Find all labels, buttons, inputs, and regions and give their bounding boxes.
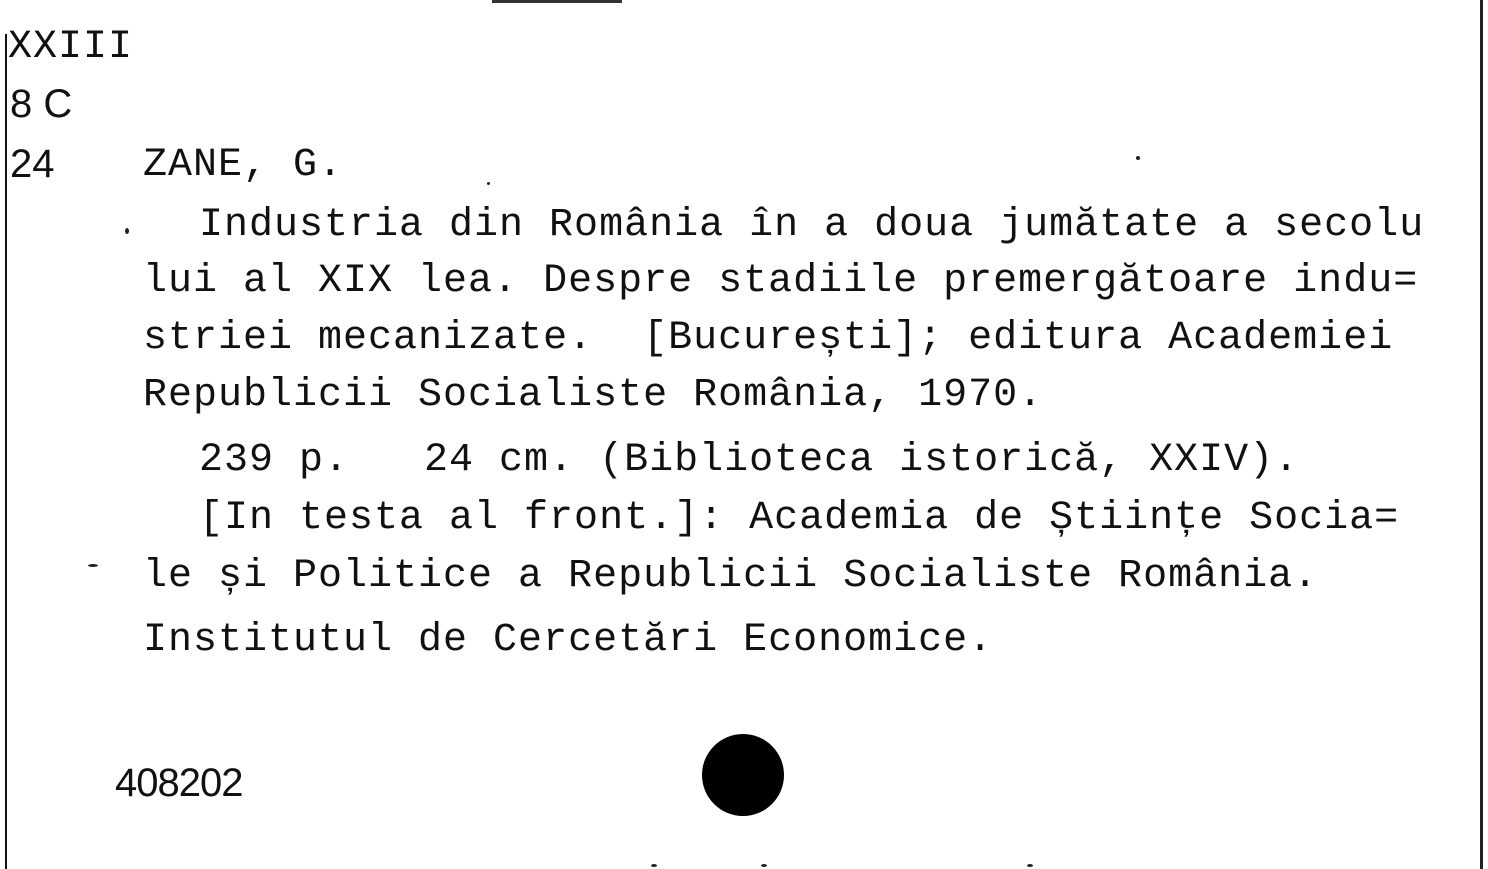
imprint-line-2: Republicii Socialiste România, 1970. (143, 373, 1044, 418)
card-right-edge (1480, 0, 1483, 869)
note-line-1: [In testa al front.]: Academia de Științe Socia= (199, 496, 1400, 541)
top-edge-mark (492, 0, 622, 3)
call-number-line-2: 8 C (10, 82, 73, 126)
scan-speck (88, 564, 98, 567)
note-line-2: le și Politice a Republicii Socialiste România. (143, 554, 1319, 599)
title-line-2: lui al XIX lea. Despre stadiile premergătoare indu= (143, 259, 1419, 304)
call-number-line-1: XXIII (8, 25, 134, 70)
title-line-1: Industria din România în a doua jumătate a secolu (199, 203, 1425, 248)
collation-line: 239 p. 24 cm. (Biblioteca istorică, XXIV). (199, 438, 1300, 483)
card-left-edge (5, 34, 7, 869)
scan-speck (1136, 156, 1140, 160)
scan-speck (1027, 864, 1033, 867)
scan-speck (487, 182, 490, 185)
scan-speck (761, 864, 767, 867)
note-line-3: Institutul de Cercetări Economice. (143, 618, 994, 663)
scan-speck (651, 864, 657, 867)
scan-speck (125, 228, 129, 234)
punch-hole (702, 734, 784, 816)
accession-number: 408202 (115, 761, 243, 805)
call-number-line-3: 24 (10, 142, 55, 186)
imprint-line-1: striei mecanizate. [București]; editura Academiei (143, 316, 1394, 361)
author-heading: ZANE, G. (143, 143, 344, 188)
